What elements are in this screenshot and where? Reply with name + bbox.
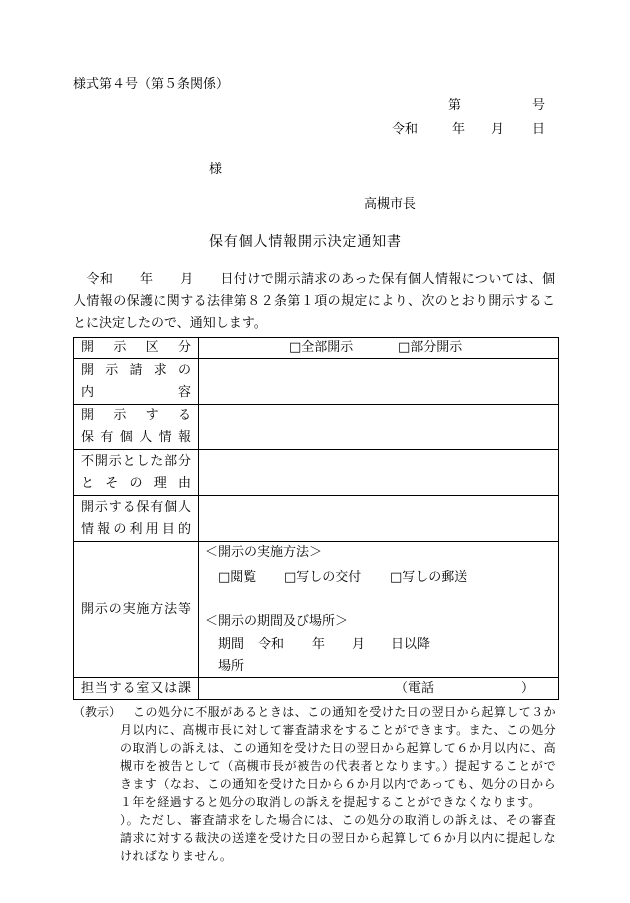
date-era: 令和: [392, 122, 419, 137]
period-year: 年: [312, 637, 326, 652]
disclosure-form-table: [73, 337, 559, 700]
purpose-value: [199, 496, 558, 541]
date-day: 日: [532, 122, 546, 137]
row-disclosure-type: [74, 338, 558, 358]
label-cell: [74, 450, 199, 495]
option-partial-disclosure: □部分開示: [398, 340, 463, 355]
label-cell: [74, 405, 199, 449]
period-day-suffix: 日以降: [391, 637, 431, 652]
notice-line: １年を経過すると処分の取消しの訴えを提起することができなくなります。: [120, 795, 541, 809]
disclosed-info-value: [199, 405, 558, 449]
withheld-value: [199, 450, 558, 495]
method-value: [199, 542, 558, 677]
phone-close: ）: [521, 681, 535, 696]
disclosed-info-label-line: 保有個人情報: [81, 430, 191, 445]
period-label: 期間: [218, 637, 245, 652]
department-value: [199, 678, 558, 699]
notice-line: きます（なお、この通知を受けた日から６か月以内であっても、処分の日から: [120, 777, 556, 791]
withheld-label-line: 不開示とした部分: [81, 453, 191, 469]
label-cell: [74, 678, 199, 699]
body-line: 人情報の保護に関する法律第８２条第１項の規定により、次のとおり開示するこ: [73, 294, 555, 309]
withheld-label-line: とその理由: [81, 475, 191, 491]
notice-line: ）。ただし、審査請求をした場合には、この処分の取消しの訴えは、その審査: [120, 813, 556, 827]
request-content-label-line: 開示請求の: [81, 362, 191, 378]
option-copy-mail: □写しの郵送: [390, 570, 468, 585]
disclosure-type-label: 開示区分: [81, 340, 191, 355]
option-inspection: □閲覧: [218, 570, 257, 585]
method-label: 開示の実施方法等: [81, 601, 191, 617]
notice-line: の取消しの訴えは、この通知を受けた日の翌日から起算して６か月以内に、高: [120, 741, 556, 755]
period-heading: ＜開示の期間及び場所＞: [205, 614, 349, 629]
document-number-suffix: 号: [532, 98, 546, 113]
method-heading: ＜開示の実施方法＞: [205, 545, 323, 560]
disclosed-info-label-line: 開示する: [81, 408, 191, 423]
row-disclosed-info: [74, 404, 558, 449]
row-usage-purpose: [74, 495, 558, 541]
period-era: 令和: [258, 637, 285, 652]
notice-line: 槻市を被告として（高槻市長が被告の代表者となります。）提起することがで: [120, 759, 556, 773]
purpose-label-line: 情報の利用目的: [81, 521, 191, 537]
sender-name: 高槻市長: [364, 197, 417, 212]
department-label: 担当する室又は課: [81, 680, 191, 696]
option-full-disclosure: □全部開示: [289, 340, 354, 355]
phone-open: （電話: [395, 681, 435, 696]
request-content-label-line: 内容: [81, 384, 191, 400]
notice-label: （教示）: [73, 705, 122, 719]
label-cell: [74, 359, 199, 404]
purpose-label-line: 開示する保有個人: [81, 499, 191, 515]
date-year: 年: [452, 122, 466, 137]
body-line: 令和 年 月 日付けで開示請求のあった保有個人情報については、個: [73, 272, 555, 287]
period-month: 月: [352, 637, 366, 652]
place-label: 場所: [218, 659, 245, 674]
label-cell: [74, 542, 199, 677]
option-copy-delivery: □写しの交付: [284, 570, 362, 585]
label-cell: [74, 496, 199, 541]
body-line: とに決定したので、通知します。: [73, 316, 267, 331]
notice-line: 月以内に、高槻市長に対して審査請求をすることができます。また、この処分: [120, 723, 556, 737]
notice-line: この処分に不服があるときは、この通知を受けた日の翌日から起算して３か: [133, 705, 556, 719]
notice-line: ければなりません。: [120, 849, 233, 863]
label-cell: [74, 338, 199, 358]
form-number: 様式第４号（第５条関係）: [73, 77, 230, 92]
request-content-value: [199, 359, 558, 404]
row-disclosure-method: [74, 541, 558, 677]
date-month: 月: [491, 122, 505, 137]
row-withheld-parts: [74, 449, 558, 495]
document-title: 保有個人情報開示決定通知書: [209, 234, 401, 250]
disclosure-type-value: [199, 338, 558, 358]
row-request-content: [74, 358, 558, 404]
addressee-suffix: 様: [209, 162, 223, 177]
document-number-prefix: 第: [448, 98, 462, 113]
row-department: [74, 677, 558, 699]
notice-line: 請求に対する裁決の送達を受けた日の翌日から起算して６か月以内に提起しな: [120, 831, 556, 845]
